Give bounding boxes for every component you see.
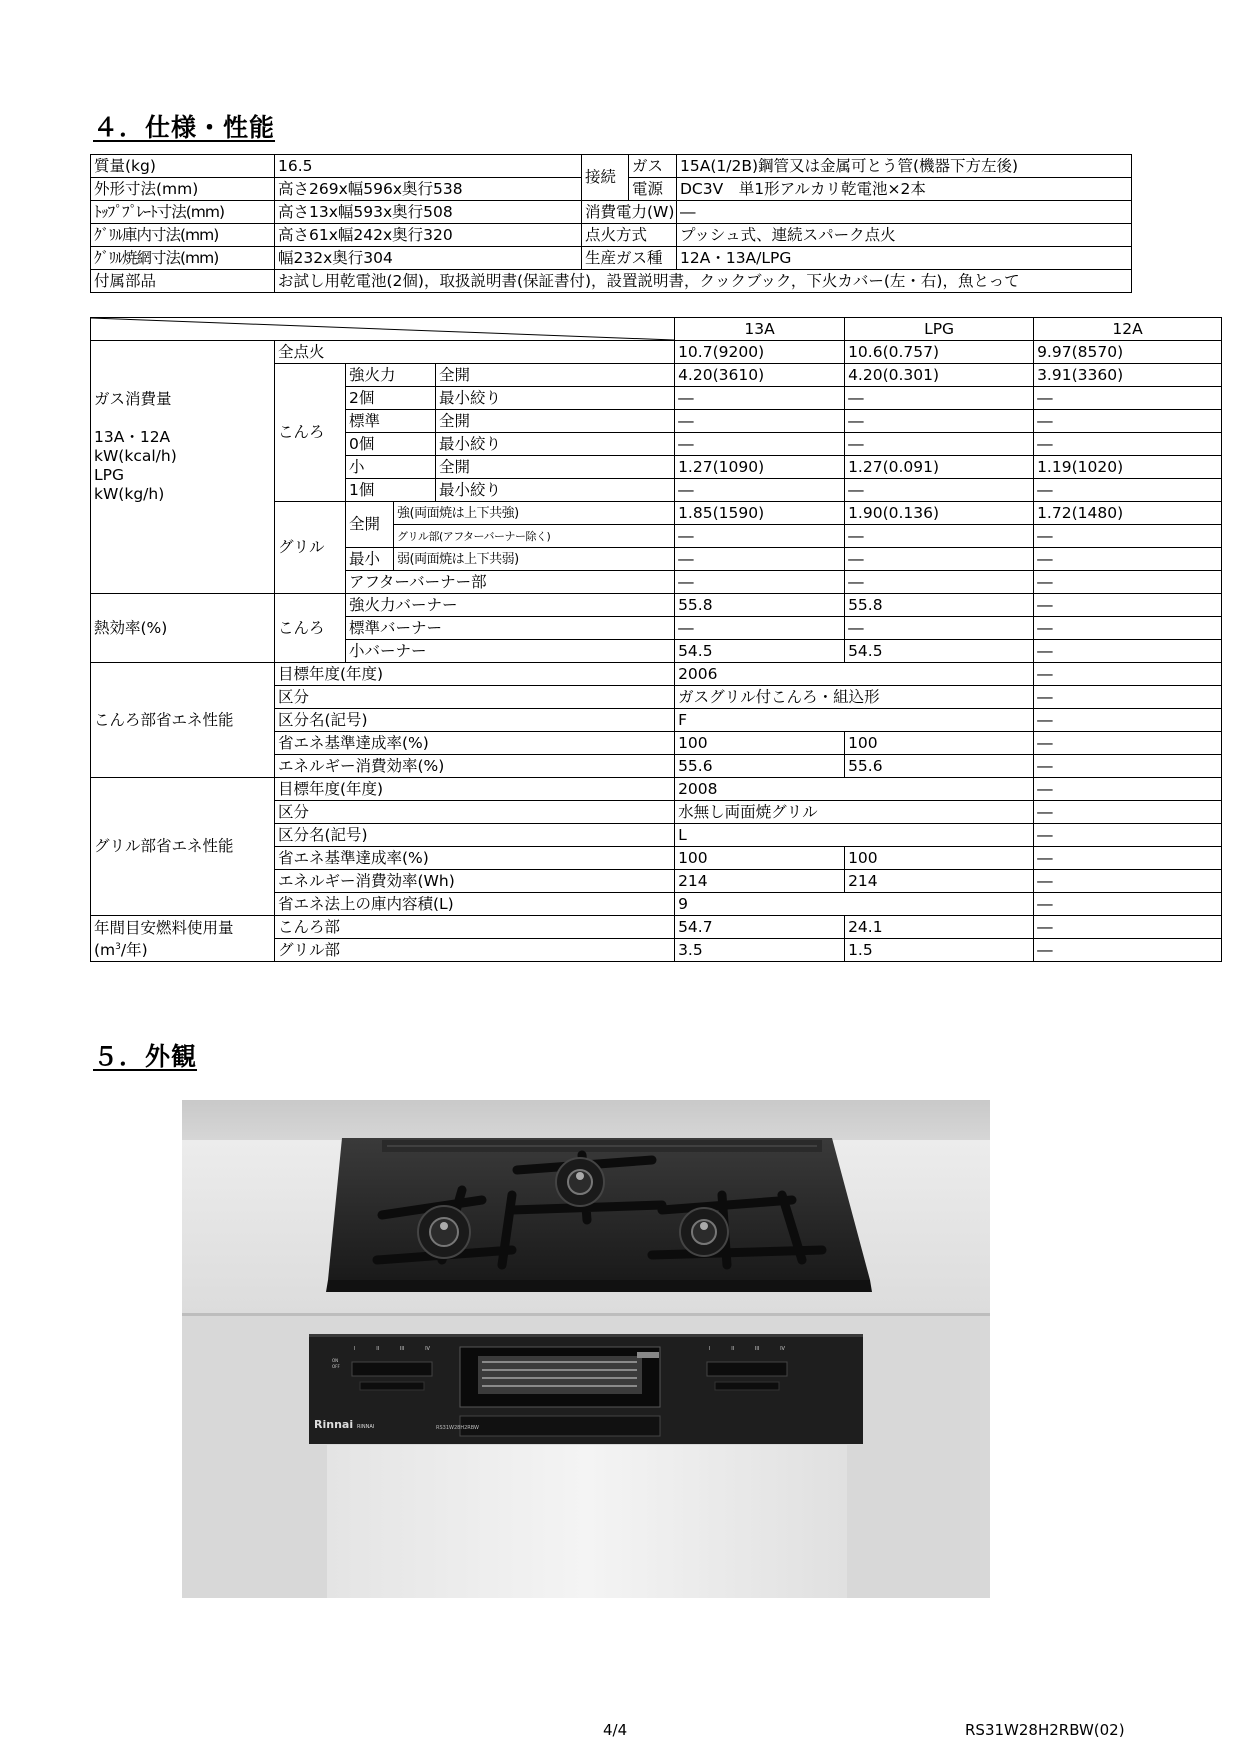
header-lpg: LPG	[845, 318, 1034, 341]
cell: 1.19(1020)	[1034, 456, 1222, 479]
annual-konro-label: こんろ部	[275, 916, 675, 939]
cell: 4.20(3610)	[675, 364, 845, 387]
consumption-value: ―	[677, 201, 1132, 224]
cell: 54.7	[675, 916, 845, 939]
cell: ―	[1034, 709, 1222, 732]
gas-connection-label: ガス	[629, 155, 677, 178]
cell: 24.1	[845, 916, 1034, 939]
cell: ―	[675, 479, 845, 502]
cell: 3.91(3360)	[1034, 364, 1222, 387]
cell: ―	[1034, 801, 1222, 824]
cell: ―	[675, 571, 845, 594]
model-number: RS31W28H2RBW(02)	[965, 1721, 1125, 1739]
spec-value: 高さ13x幅593x奥行508	[275, 201, 582, 224]
cell: ―	[1034, 847, 1222, 870]
gas-consumption-label	[91, 341, 275, 594]
cell: 1.27(1090)	[675, 456, 845, 479]
cell: 54.5	[675, 640, 845, 663]
cell: ―	[1034, 640, 1222, 663]
grill-energy-label: グリル部省エネ性能	[91, 778, 275, 916]
cell: ―	[675, 387, 845, 410]
product-photo	[182, 1100, 990, 1598]
cell: ―	[675, 548, 845, 571]
spec-label: 外形寸法(mm)	[91, 178, 275, 201]
code-label: 区分名(記号)	[275, 709, 675, 732]
cell: ―	[1034, 686, 1222, 709]
cell: ―	[845, 548, 1034, 571]
cell: ―	[675, 410, 845, 433]
cell: ―	[1034, 893, 1222, 916]
cell: ―	[1034, 755, 1222, 778]
eff-label: エネルギー消費効率(Wh)	[275, 870, 675, 893]
efficiency-label: 熱効率(%)	[91, 594, 275, 663]
annual-label-line1: 年間目安燃料使用量	[94, 918, 234, 937]
cell: 55.6	[675, 755, 845, 778]
cell: ―	[675, 433, 845, 456]
cell: ―	[1034, 525, 1222, 548]
page-number: 4/4	[603, 1721, 628, 1739]
header-13a: 13A	[675, 318, 845, 341]
cell: 9	[675, 893, 1034, 916]
cell: ―	[1034, 732, 1222, 755]
all-on-label: 全点火	[275, 341, 675, 364]
model-plate: RS31W28H2RBW	[436, 1425, 479, 1431]
cell: ―	[845, 410, 1034, 433]
cell: 3.5	[675, 939, 845, 962]
performance-table	[90, 317, 1222, 962]
cell: ―	[1034, 410, 1222, 433]
achieve-label: 省エネ基準達成率(%)	[275, 847, 675, 870]
cell: ―	[1034, 939, 1222, 962]
accessories-value: お試し用乾電池(2個)，取扱説明書(保証書付)，設置説明書，クックブック，下火カバー(左・右)，魚とって	[275, 270, 1132, 293]
cell: ―	[845, 617, 1034, 640]
full-open-label: 全開	[436, 410, 675, 433]
cell: 55.8	[845, 594, 1034, 617]
cell: F	[675, 709, 1034, 732]
achieve-label: 省エネ基準達成率(%)	[275, 732, 675, 755]
full-open-label: 全開	[436, 364, 675, 387]
diagonal-line	[91, 318, 674, 340]
brand-logo: Rinnai RINNAI	[314, 1418, 375, 1431]
cell: 214	[845, 870, 1034, 893]
cell: ―	[1034, 617, 1222, 640]
cell: 2008	[675, 778, 1034, 801]
burner-count: 2個	[346, 387, 436, 410]
cell: ―	[1034, 571, 1222, 594]
section-5-title: ５．外観	[93, 1042, 198, 1071]
min-label: 最小絞り	[436, 387, 675, 410]
cell: 100	[845, 732, 1034, 755]
konro-energy-label: こんろ部省エネ性能	[91, 663, 275, 778]
eff-small-label: 小バーナー	[346, 640, 675, 663]
cell: ―	[1034, 778, 1222, 801]
spec-label: ﾄｯﾌﾟﾌﾟﾚｰﾄ寸法(mm)	[91, 201, 275, 224]
volume-label: 省エネ法上の庫内容積(L)	[275, 893, 675, 916]
cell: ―	[1034, 433, 1222, 456]
spec-value: 幅232x奥行304	[275, 247, 582, 270]
cell: 100	[845, 847, 1034, 870]
cell: ガスグリル付こんろ・組込形	[675, 686, 1034, 709]
cell: 1.85(1590)	[675, 502, 845, 525]
cell: ―	[1034, 870, 1222, 893]
cell: ―	[1034, 387, 1222, 410]
cell: ―	[1034, 824, 1222, 847]
spec-value: 高さ61x幅242x奥行320	[275, 224, 582, 247]
cell: ―	[1034, 548, 1222, 571]
grill-label: グリル	[275, 502, 346, 594]
connection-label: 接続	[582, 155, 629, 201]
standard-burner-label: 標準	[346, 410, 436, 433]
cell: 214	[675, 870, 845, 893]
grill-part-label: グリル部(アフターバーナー除く)	[394, 525, 675, 548]
cell: 1.27(0.091)	[845, 456, 1034, 479]
ignition-value: プッシュ式、連続スパーク点火	[677, 224, 1132, 247]
cell: 10.6(0.757)	[845, 341, 1034, 364]
cell: 55.6	[845, 755, 1034, 778]
full-open-label: 全開	[436, 456, 675, 479]
unit-line: LPG	[94, 466, 124, 484]
spec-value: 高さ269x幅596x奥行538	[275, 178, 582, 201]
power-value: DC3V 単1形アルカリ乾電池×2本	[677, 178, 1132, 201]
cell: 1.5	[845, 939, 1034, 962]
grill-strong-label: 強(両面焼は上下共強)	[394, 502, 675, 525]
cell: 9.97(8570)	[1034, 341, 1222, 364]
cell: 10.7(9200)	[675, 341, 845, 364]
unit-line: kW(kg/h)	[94, 485, 165, 503]
cell: ―	[1034, 594, 1222, 617]
min-label: 最小絞り	[436, 479, 675, 502]
target-year-label: 目標年度(年度)	[275, 663, 675, 686]
annual-label-line2: ($m^3/$年)	[94, 940, 148, 959]
cell: L	[675, 824, 1034, 847]
eff-label: エネルギー消費効率(%)	[275, 755, 675, 778]
cell: 100	[675, 847, 845, 870]
consumption-label: 消費電力(W)	[582, 201, 677, 224]
spec-value: 16.5	[275, 155, 582, 178]
spec-label: 付属部品	[91, 270, 275, 293]
eff-std-label: 標準バーナー	[346, 617, 675, 640]
cell: 1.72(1480)	[1034, 502, 1222, 525]
grill-full-label: 全開	[346, 502, 394, 548]
gas-connection-value: 15A(1/2B)鋼管又は金属可とう管(機器下方左後)	[677, 155, 1132, 178]
cell: ―	[845, 571, 1034, 594]
grill-min-label: 最小	[346, 548, 394, 571]
cell: 2006	[675, 663, 1034, 686]
unit-line: 13A・12A	[94, 428, 171, 446]
gas-consumption-title: ガス消費量	[94, 390, 172, 408]
cell: 4.20(0.301)	[845, 364, 1034, 387]
category-label: 区分	[275, 801, 675, 824]
gas-type-value: 12A・13A/LPG	[677, 247, 1132, 270]
right-knob-labels: I II III IV	[709, 1346, 785, 1352]
gas-stove-illustration	[182, 1100, 990, 1598]
code-label: 区分名(記号)	[275, 824, 675, 847]
cell: ―	[845, 387, 1034, 410]
eff-konro-label: こんろ	[275, 594, 346, 663]
left-knob-labels: I II III IV	[354, 1346, 430, 1352]
cell: ―	[845, 479, 1034, 502]
konro-label: こんろ	[275, 364, 346, 502]
cell: ―	[1034, 916, 1222, 939]
header-12a: 12A	[1034, 318, 1222, 341]
spec-label: ｸﾞﾘﾙ焼網寸法(mm)	[91, 247, 275, 270]
min-label: 最小絞り	[436, 433, 675, 456]
strong-burner-label: 強火力	[346, 364, 436, 387]
indicator-labels: ON OFF	[332, 1358, 340, 1369]
cell: ―	[845, 433, 1034, 456]
eff-strong-label: 強火力バーナー	[346, 594, 675, 617]
cell: 1.90(0.136)	[845, 502, 1034, 525]
gas-type-label: 生産ガス種	[582, 247, 677, 270]
cell: ―	[675, 525, 845, 548]
small-burner-label: 小	[346, 456, 436, 479]
cell: 55.8	[675, 594, 845, 617]
spec-label: 質量(kg)	[91, 155, 275, 178]
spec-table	[90, 154, 1132, 293]
afterburner-label: アフターバーナー部	[346, 571, 675, 594]
diagonal-header-cell	[91, 318, 675, 341]
burner-count: 0個	[346, 433, 436, 456]
grill-weak-label: 弱(両面焼は上下共弱)	[394, 548, 675, 571]
section-4-title: ４．仕様・性能	[93, 113, 276, 142]
burner-count: 1個	[346, 479, 436, 502]
annual-label	[91, 916, 275, 962]
cell: 100	[675, 732, 845, 755]
category-label: 区分	[275, 686, 675, 709]
target-year-label: 目標年度(年度)	[275, 778, 675, 801]
spec-label: ｸﾞﾘﾙ庫内寸法(mm)	[91, 224, 275, 247]
cell: ―	[1034, 663, 1222, 686]
power-label: 電源	[629, 178, 677, 201]
cell: ―	[1034, 479, 1222, 502]
unit-line: kW(kcal/h)	[94, 447, 177, 465]
annual-grill-label: グリル部	[275, 939, 675, 962]
cell: 水無し両面焼グリル	[675, 801, 1034, 824]
ignition-label: 点火方式	[582, 224, 677, 247]
cell: ―	[675, 617, 845, 640]
cell: ―	[845, 525, 1034, 548]
cell: 54.5	[845, 640, 1034, 663]
